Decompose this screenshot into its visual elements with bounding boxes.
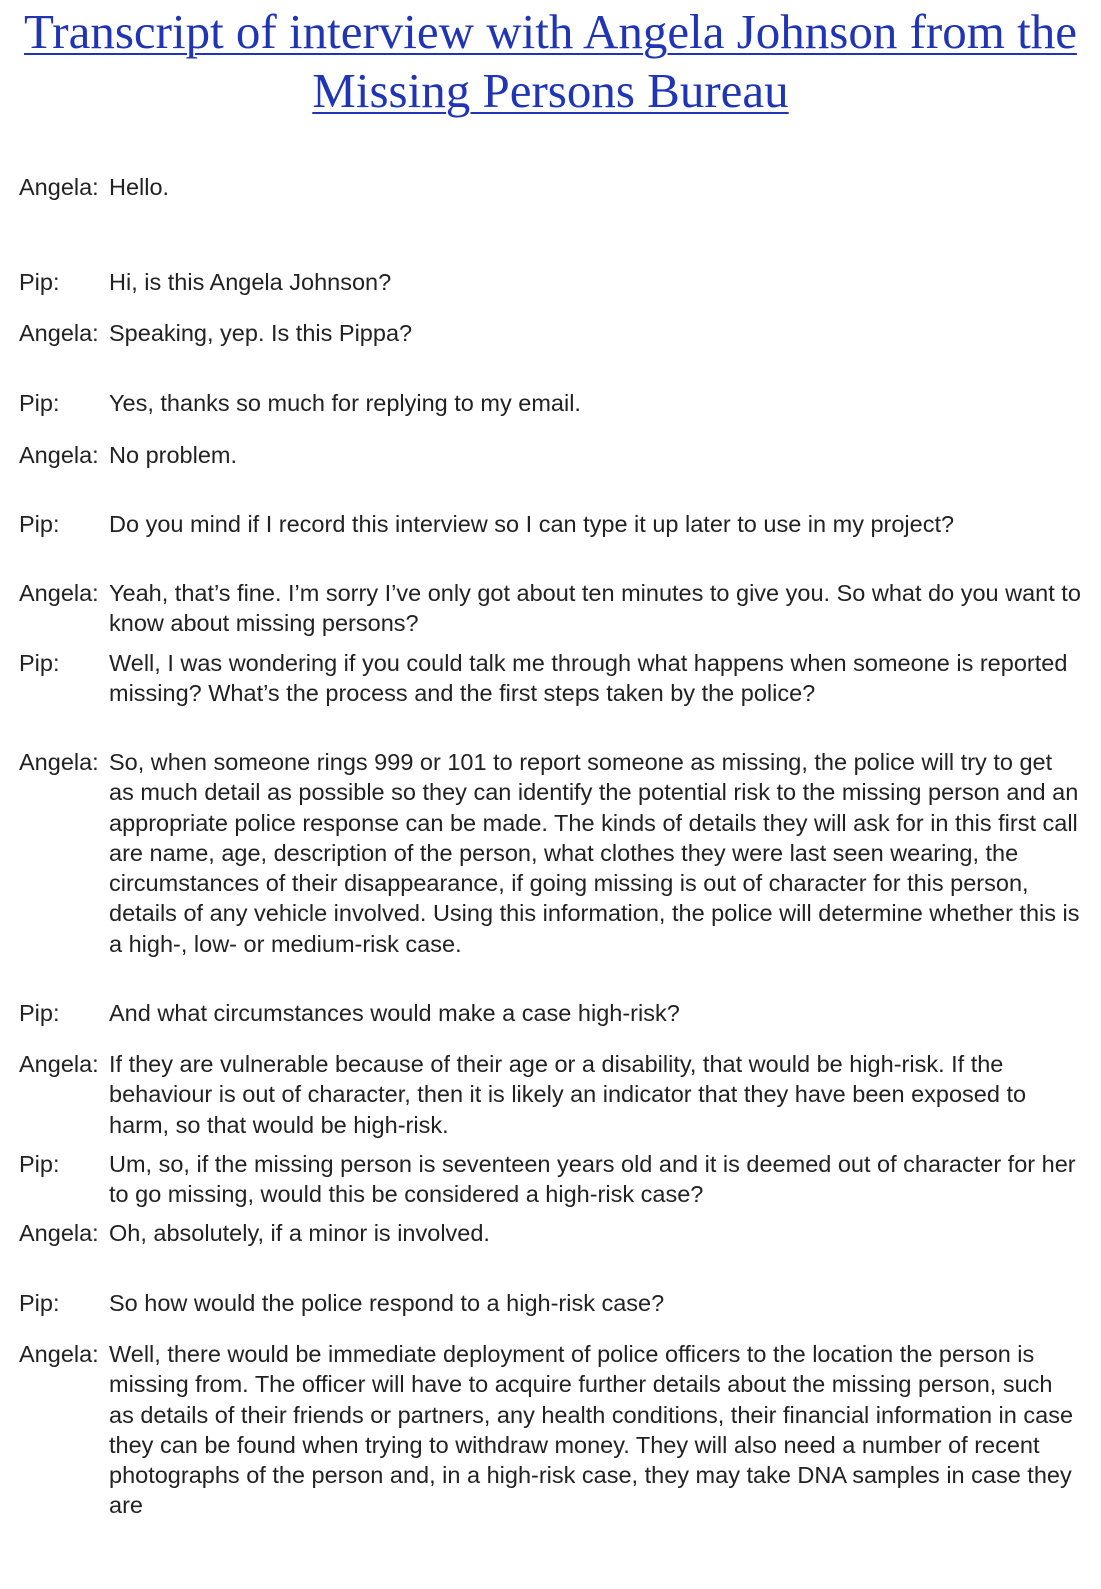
speech-text: Do you mind if I record this interview so I can type it up later to use in my project?	[109, 511, 955, 537]
speaker-label: Pip:	[19, 269, 60, 295]
speech-text: So how would the police respond to a high-risk case?	[109, 1290, 665, 1316]
speaker-label: Angela:	[19, 1051, 99, 1077]
speaker-label: Angela:	[19, 442, 99, 468]
speaker-label: Angela:	[19, 580, 99, 606]
speaker-label: Pip:	[19, 1000, 60, 1026]
speech-text: Speaking, yep. Is this Pippa?	[109, 320, 413, 346]
speaker-label: Pip:	[19, 650, 60, 676]
speech-text: And what circumstances would make a case high-risk?	[109, 1000, 680, 1026]
speech-text: Hello.	[109, 174, 170, 200]
speech-text: Yes, thanks so much for replying to my email.	[109, 390, 581, 416]
speaker-label: Angela:	[19, 320, 99, 346]
speech-text: If they are vulnerable because of their age or a disability, that would be high-risk. If the behaviour is out of character, then it is likely an indicator that they have been exposed to harm, so that would be high-risk.	[109, 1051, 1027, 1138]
speech-text: Well, I was wondering if you could talk me through what happens when someone is reported missing? What’s the process and the first steps taken by the police?	[109, 650, 1068, 707]
speaker-label: Pip:	[19, 1290, 60, 1316]
speaker-label: Angela:	[19, 1220, 99, 1246]
speech-text: No problem.	[109, 442, 237, 468]
speaker-label: Pip:	[19, 390, 60, 416]
speaker-label: Angela:	[19, 174, 99, 200]
speech-text: Yeah, that’s fine. I’m sorry I’ve only got about ten minutes to give you. So what do you want to know about missing persons?	[109, 580, 1081, 637]
speech-text: Oh, absolutely, if a minor is involved.	[109, 1220, 490, 1246]
speaker-label: Angela:	[19, 1341, 99, 1367]
transcript	[19, 0, 1081, 1589]
speech-text: Well, there would be immediate deployment of police officers to the location the person is missing from. The officer will have to acquire further details about the missing person, such as details of their friends or partners, any health conditions, their financial information in case they can be found when trying to withdraw money. They will also need a number of recent photographs of the person and, in a high-risk case, they may take DNA samples in case they are	[109, 1341, 1074, 1519]
speech-text: So, when someone rings 999 or 101 to report someone as missing, the police will try to get as much detail as possible so they can identify the potential risk to the missing person and an appropriate police response can be made. The kinds of details they will ask for in this first call are name, age, description of the person, what clothes they were last seen wearing, the circumstances of their disappearance, if going missing is out of character for this person, details of any vehicle involved. Using this information, the police will determine whether this is a high-, low- or medium-risk case.	[109, 749, 1080, 957]
speaker-label: Angela:	[19, 749, 99, 775]
speaker-label: Pip:	[19, 1151, 60, 1177]
speaker-label: Pip:	[19, 511, 60, 537]
speech-text: Hi, is this Angela Johnson?	[109, 269, 392, 295]
speech-text: Um, so, if the missing person is seventeen years old and it is deemed out of character for her to go missing, would this be considered a high-risk case?	[109, 1151, 1076, 1208]
document-title: Transcript of interview with Angela Johnson from the Missing Persons Bureau	[24, 4, 1077, 118]
